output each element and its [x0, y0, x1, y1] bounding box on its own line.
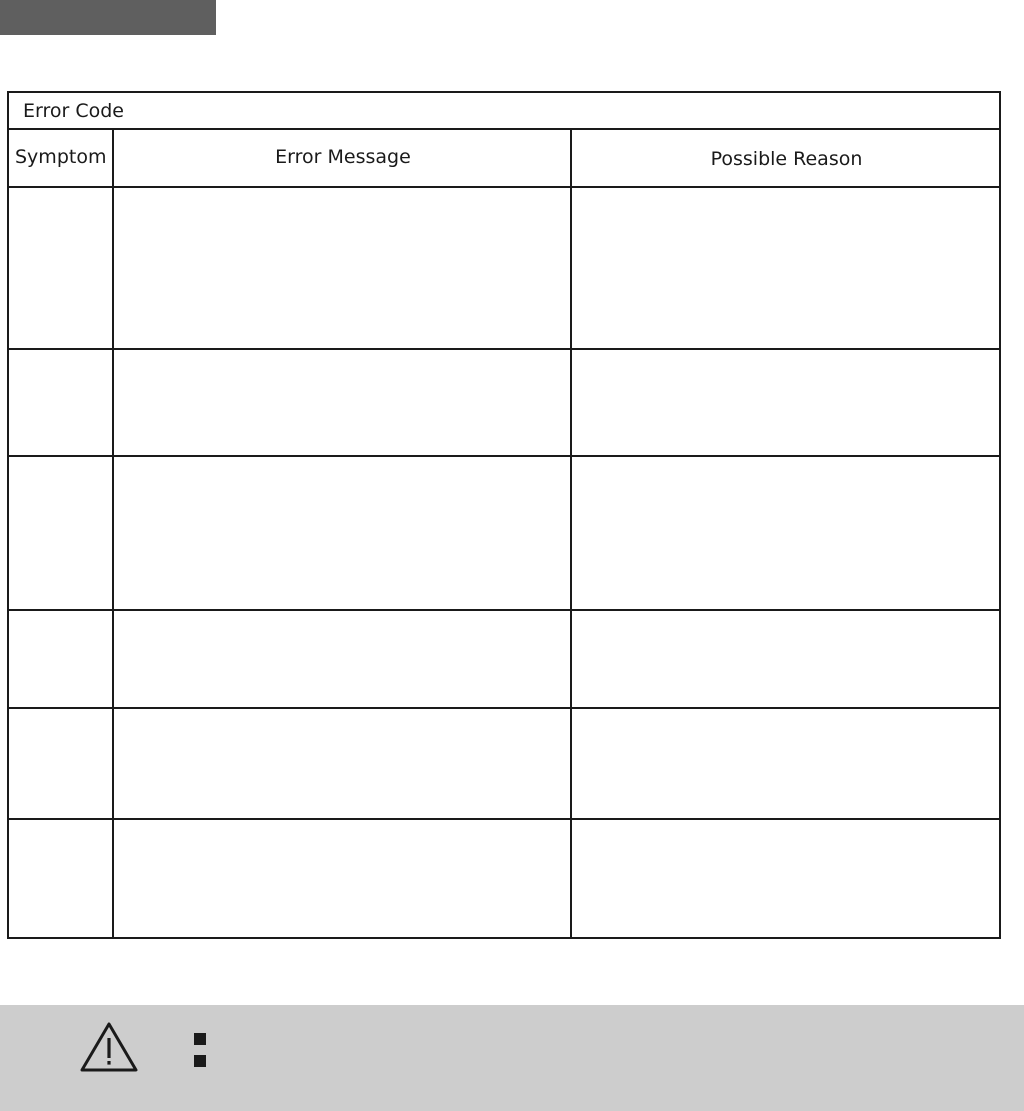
table-row	[9, 457, 999, 611]
warning-band	[0, 1005, 1024, 1111]
table-row	[9, 820, 999, 937]
table-title: Error Code	[23, 100, 124, 122]
header-symptom: Symptom	[15, 146, 107, 168]
warning-triangle-icon	[78, 1020, 140, 1074]
table-title-row	[9, 93, 999, 130]
section-tab	[0, 0, 216, 35]
table-row	[9, 188, 999, 350]
table-header-row	[9, 130, 999, 188]
header-error-message: Error Message	[275, 146, 411, 168]
table-row	[9, 611, 999, 709]
table-row	[9, 350, 999, 457]
error-code-table	[7, 91, 1001, 939]
table-row	[9, 709, 999, 820]
warning-colon	[194, 1033, 208, 1069]
header-possible-reason: Possible Reason	[710, 148, 863, 170]
